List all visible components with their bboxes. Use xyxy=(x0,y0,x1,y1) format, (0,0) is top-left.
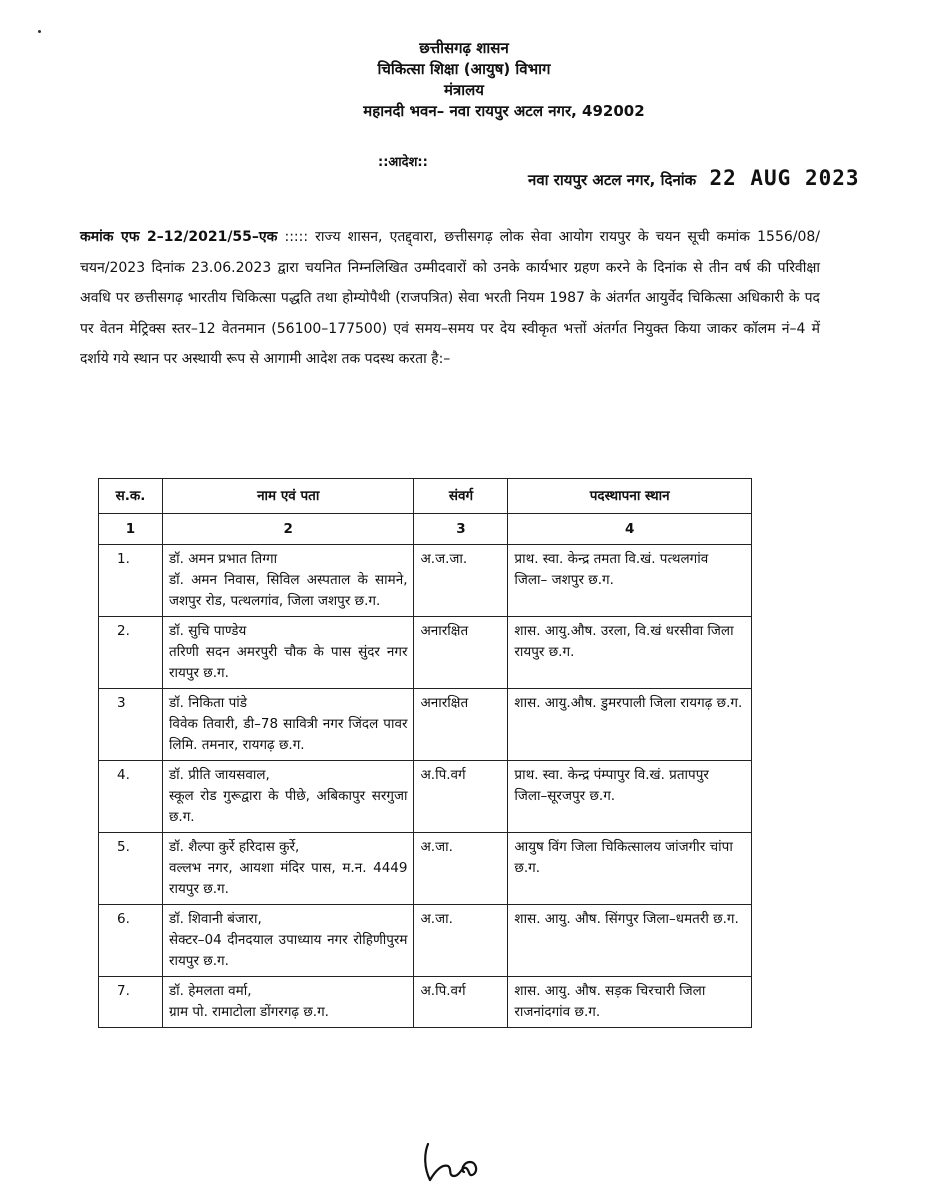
category-cell: अनारक्षित xyxy=(414,617,508,689)
col-number: 2 xyxy=(162,514,414,545)
serial-cell: 5. xyxy=(99,833,163,905)
category-cell: अ.पि.वर्ग xyxy=(414,977,508,1028)
person-address: स्कूल रोड गुरूद्वारा के पीछे, अबिकापुर सरगुजा छ.ग. xyxy=(168,788,408,825)
table-row xyxy=(99,617,752,689)
header-name-address: नाम एवं पता xyxy=(162,479,414,514)
order-paragraph xyxy=(80,222,820,375)
header-category: संवर्ग xyxy=(414,479,508,514)
ministry-name: मंत्रालय xyxy=(443,81,484,99)
category-cell: अनारक्षित xyxy=(414,689,508,761)
serial-cell: 2. xyxy=(99,617,163,689)
table-row xyxy=(99,689,752,761)
table-header-row xyxy=(99,479,752,514)
posting-cell: प्राथ. स्वा. केन्द्र तमता वि.खं. पत्थलगांव जिला– जशपुर छ.ग. xyxy=(508,545,752,617)
table-row xyxy=(99,977,752,1028)
header-posting-place: पदस्थापना स्थान xyxy=(508,479,752,514)
column-number-row xyxy=(99,514,752,545)
name-address-cell xyxy=(162,545,414,617)
serial-cell: 1. xyxy=(99,545,163,617)
person-address: ग्राम पो. रामाटोला डोंगरगढ़ छ.ग. xyxy=(168,1004,329,1020)
category-cell: अ.ज.जा. xyxy=(414,545,508,617)
posting-cell: शास. आयु. औष. सड़क चिरचारी जिला राजनांदगांव छ.ग. xyxy=(508,977,752,1028)
category-cell: अ.पि.वर्ग xyxy=(414,761,508,833)
person-address: वल्लभ नगर, आयशा मंदिर पास, म.न. 4449 रायपुर छ.ग. xyxy=(168,860,408,897)
serial-cell: 6. xyxy=(99,905,163,977)
col-number: 3 xyxy=(414,514,508,545)
person-name: डॉ. शिवानी बंजारा, xyxy=(168,911,262,927)
table-row xyxy=(99,761,752,833)
posting-cell: प्राथ. स्वा. केन्द्र पंम्पापुर वि.खं. प्रतापपुर जिला–सूरजपुर छ.ग. xyxy=(508,761,752,833)
order-title: ::आदेश:: xyxy=(378,155,428,170)
table-row xyxy=(99,545,752,617)
category-cell: अ.जा. xyxy=(414,905,508,977)
person-name: डॉ. अमन प्रभात तिग्गा xyxy=(168,551,278,567)
name-address-cell xyxy=(162,833,414,905)
category-cell: अ.जा. xyxy=(414,833,508,905)
posting-cell: शास. आयु.औष. डुमरपाली जिला रायगढ़ छ.ग. xyxy=(508,689,752,761)
person-address: सेक्टर–04 दीनदयाल उपाध्याय नगर रोहिणीपुरम रायपुर छ.ग. xyxy=(168,932,408,969)
serial-cell: 3 xyxy=(99,689,163,761)
department-name: चिकित्सा शिक्षा (आयुष) विभाग xyxy=(377,60,551,78)
serial-cell: 4. xyxy=(99,761,163,833)
table-row xyxy=(99,905,752,977)
header-serial: स.क. xyxy=(99,479,163,514)
posting-cell: शास. आयु. औष. सिंगपुर जिला–धमतरी छ.ग. xyxy=(508,905,752,977)
margin-dot xyxy=(38,30,41,33)
name-address-cell xyxy=(162,617,414,689)
name-address-cell xyxy=(162,689,414,761)
signature-mark xyxy=(418,1140,482,1186)
order-text: ::::: राज्य शासन, एतद्द्वारा, छत्तीसगढ़ लोक सेवा आयोग रायपुर के चयन सूची कमांक 1556/08/चयन/2023 दिनांक 23.06.2023 द्वारा चयनित निम्नलिखित उम्मीदवारों को उनके कार्यभार ग्रहण करने के दिनांक से तीन वर्ष की परिवीक्षा अवधि पर छत्तीसगढ़ भारतीय चिकित्सा पद्धति तथा होम्योपैथी (राजपत्रित) सेवा भरती नियम 1987 के अंतर्गत आयुर्वेद चिकित्सा अधिकारी के पद पर वेतन मेट्रिक्स स्तर–12 वेतनमान (56100–177500) एवं समय–समय पर देय स्वीकृत भत्तों अंतर्गत नियुक्त किया जाकर कॉलम नं–4 में दर्शाये गये स्थान पर अस्थायी रूप से आगामी आदेश तक पदस्थ करता है:– xyxy=(80,229,821,368)
place-date-label: नवा रायपुर अटल नगर, दिनांक xyxy=(528,171,697,189)
col-number: 4 xyxy=(508,514,752,545)
col-number: 1 xyxy=(99,514,163,545)
posting-cell: शास. आयु.औष. उरला, वि.खं धरसीवा जिला रायपुर छ.ग. xyxy=(508,617,752,689)
name-address-cell xyxy=(162,977,414,1028)
place-date-line xyxy=(528,166,860,190)
person-address: तरिणी सदन अमरपुरी चौक के पास सुंदर नगर रायपुर छ.ग. xyxy=(168,644,408,681)
posting-table xyxy=(98,478,752,1028)
person-address: डॉ. अमन निवास, सिविल अस्पताल के सामने, जशपुर रोड, पत्थलगांव, जिला जशपुर छ.ग. xyxy=(168,572,408,609)
letterhead xyxy=(0,38,928,122)
name-address-cell xyxy=(162,761,414,833)
person-name: डॉ. शैल्पा कुर्रे हरिदास कुर्रे, xyxy=(168,839,300,855)
person-name: डॉ. प्रीति जायसवाल, xyxy=(168,767,270,783)
person-name: डॉ. सुचि पाण्डेय xyxy=(168,623,247,639)
table-row xyxy=(99,833,752,905)
serial-cell: 7. xyxy=(99,977,163,1028)
government-name: छत्तीसगढ़ शासन xyxy=(419,39,509,57)
office-address: महानदी भवन– नवा रायपुर अटल नगर, 492002 xyxy=(363,102,645,120)
person-name: डॉ. निकिता पांडे xyxy=(168,695,247,711)
date-stamp: 22 AUG 2023 xyxy=(709,166,860,190)
order-reference: कमांक एफ 2–12/2021/55–एक xyxy=(80,229,278,245)
person-address: विवेक तिवारी, डी–78 सावित्री नगर जिंदल पावर लिमि. तमनार, रायगढ़ छ.ग. xyxy=(168,716,408,753)
name-address-cell xyxy=(162,905,414,977)
person-name: डॉ. हेमलता वर्मा, xyxy=(168,983,252,999)
posting-cell: आयुष विंग जिला चिकित्सालय जांजगीर चांपा छ.ग. xyxy=(508,833,752,905)
